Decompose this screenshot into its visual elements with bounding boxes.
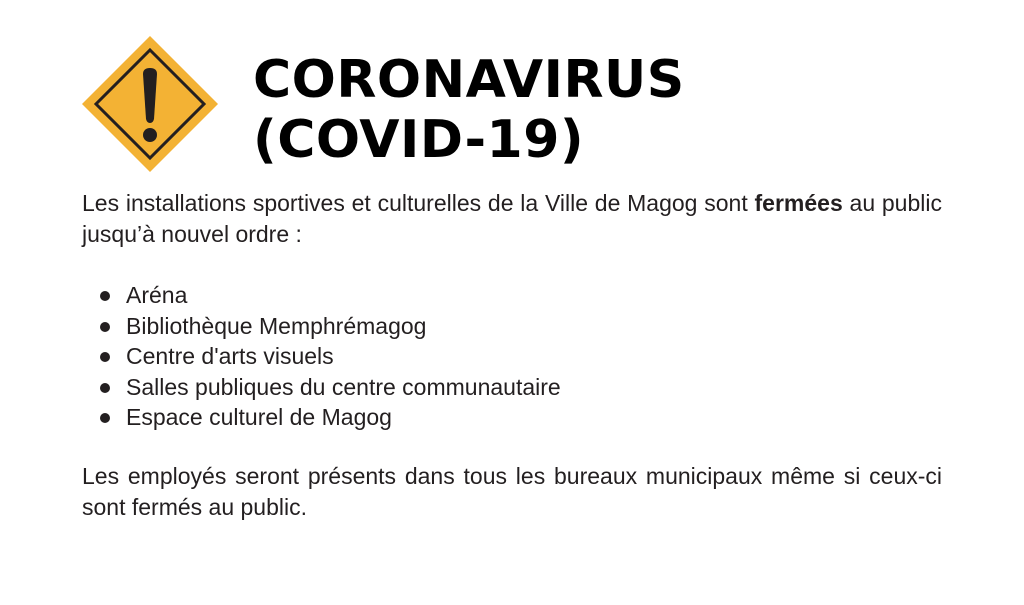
exclamation-dot bbox=[143, 128, 157, 142]
closing-paragraph: Les employés seront présents dans tous les bureaux municipaux même si ceux-ci sont fermés au public. bbox=[82, 463, 942, 520]
intro-paragraph bbox=[82, 188, 942, 250]
title-line-2: (COVID-19) bbox=[253, 110, 585, 170]
list-item: Espace culturel de Magog bbox=[100, 402, 561, 433]
intro-text-end: au public jusqu’à nouvel ordre : bbox=[82, 190, 942, 247]
intro-bold-word: fermées bbox=[754, 190, 843, 216]
list-item: Salles publiques du centre communautaire bbox=[100, 372, 561, 403]
facility-list bbox=[100, 280, 561, 433]
list-item: Bibliothèque Memphrémagog bbox=[100, 311, 561, 342]
warning-exclamation-icon bbox=[80, 34, 220, 174]
list-item: Centre d'arts visuels bbox=[100, 341, 561, 372]
page-title bbox=[253, 50, 685, 170]
intro-text-start: Les installations sportives et culturelles de la Ville de Magog sont bbox=[82, 190, 755, 216]
list-item: Aréna bbox=[100, 280, 561, 311]
title-line-1: CORONAVIRUS bbox=[253, 50, 685, 110]
